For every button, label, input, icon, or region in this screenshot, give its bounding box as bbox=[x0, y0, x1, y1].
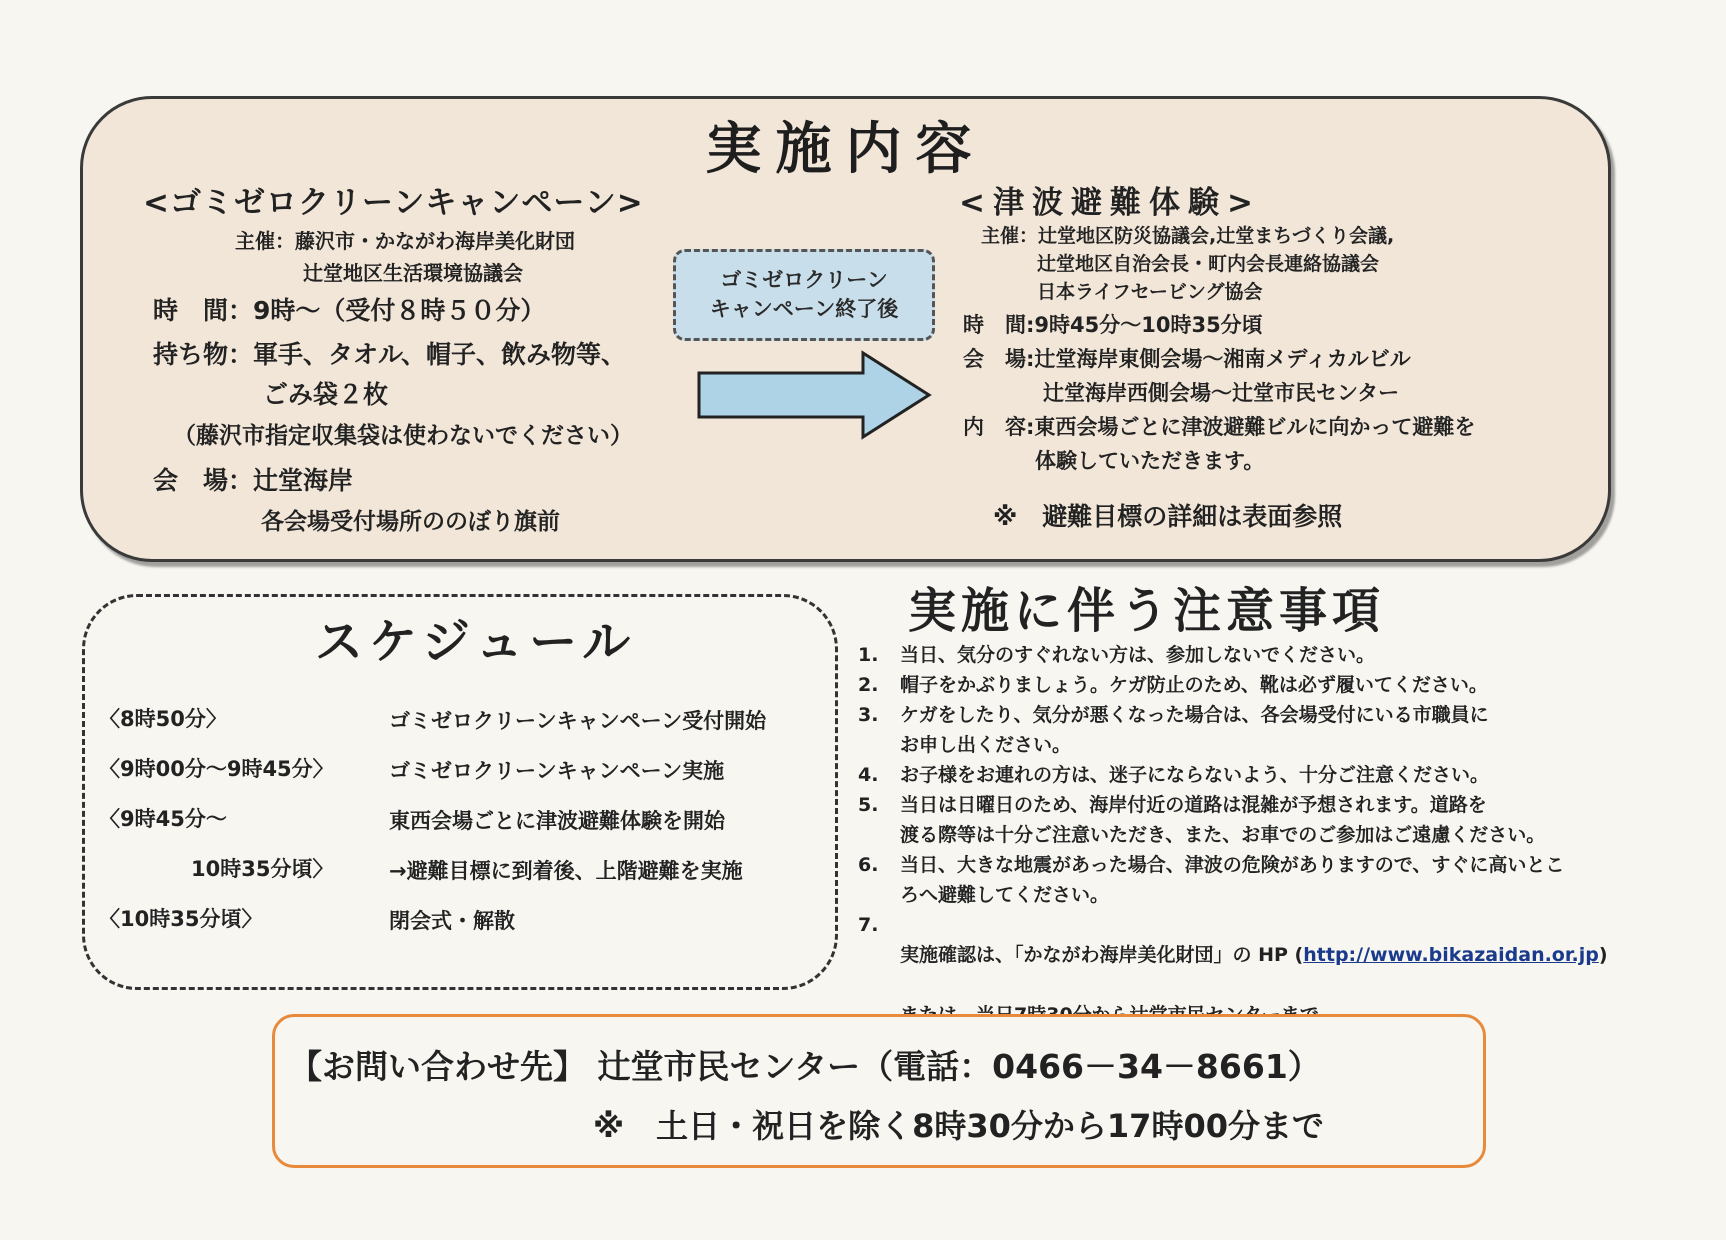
tsunami-time: 時 間:9時45分～10時35分頃 bbox=[963, 313, 1263, 337]
note-item bbox=[858, 760, 1638, 790]
campaign-venue-label: 会 場： bbox=[153, 466, 254, 495]
note-number: 3. bbox=[858, 704, 879, 726]
campaign-items-row bbox=[153, 335, 626, 371]
schedule-desc: 閉会式・解散 bbox=[389, 909, 515, 933]
campaign-venue-value: 辻堂海岸 bbox=[253, 466, 354, 495]
after-campaign-text: ゴミゼロクリーン キャンペーン終了後 bbox=[709, 267, 899, 321]
campaign-organizer-1: 主催：藤沢市・かながわ海岸美化財団 bbox=[235, 229, 575, 253]
schedule-desc: →避難目標に到着後、上階避難を実施 bbox=[389, 859, 743, 883]
after-campaign-box bbox=[673, 249, 935, 341]
tsunami-title: <津波避難体験> bbox=[959, 185, 1261, 221]
schedule-time: 〈9時45分～ bbox=[99, 807, 227, 831]
note-item bbox=[858, 640, 1638, 670]
campaign-organizer-2: 辻堂地区生活環境協議会 bbox=[303, 261, 523, 285]
schedule-time: 〈9時00分～9時45分〉 bbox=[99, 757, 334, 781]
note-number: 6. bbox=[858, 854, 879, 876]
schedule-title: スケジュール bbox=[315, 614, 637, 670]
note-text: お子様をお連れの方は、迷子にならないよう、十分ご注意ください。 bbox=[900, 764, 1490, 786]
note-number: 1. bbox=[858, 644, 879, 666]
contact-box bbox=[272, 1014, 1486, 1168]
tsunami-content-1: 内 容:東西会場ごとに津波避難ビルに向かって避難を bbox=[963, 415, 1476, 439]
note-item bbox=[858, 790, 1638, 850]
campaign-time-row bbox=[153, 291, 545, 327]
note-text: 帽子をかぶりましょう。ケガ防止のため、靴は必ず履いてください。 bbox=[900, 674, 1488, 696]
tsunami-organizer-2: 辻堂地区自治会長・町内会長連絡協議会 bbox=[1037, 253, 1380, 275]
right-arrow-icon bbox=[695, 349, 935, 441]
tsunami-venue-1: 会 場:辻堂海岸東側会場～湘南メディカルビル bbox=[963, 347, 1411, 371]
tsunami-organizer-3: 日本ライフセービング協会 bbox=[1037, 281, 1263, 303]
campaign-venue-value-2: 各会場受付場所ののぼり旗前 bbox=[261, 509, 560, 535]
tsunami-organizer-1: 主催：辻堂地区防災協議会,辻堂まちづくり会議, bbox=[981, 225, 1395, 247]
note-text: 当日、気分のすぐれない方は、参加しないでください。 bbox=[900, 644, 1376, 666]
schedule-desc: ゴミゼロクリーンキャンペーン受付開始 bbox=[389, 709, 767, 733]
schedule-box bbox=[82, 594, 838, 990]
note-text: 当日は日曜日のため、海岸付近の道路は混雑が予想されます。道路を 渡る際等は十分ご注意いただき、また、お車でのご参加はご遠慮ください。 bbox=[900, 794, 1546, 846]
note-item bbox=[858, 700, 1638, 760]
schedule-time: 〈8時50分〉 bbox=[99, 707, 227, 731]
note-text bbox=[900, 910, 1608, 1030]
campaign-time-value: 9時～（受付８時５０分） bbox=[253, 296, 546, 325]
event-content-panel bbox=[80, 96, 1611, 562]
campaign-time-label: 時 間： bbox=[153, 296, 254, 325]
schedule-time: 〈10時35分頃〉 bbox=[99, 907, 263, 931]
schedule-desc: ゴミゼロクリーンキャンペーン実施 bbox=[389, 759, 725, 783]
notes-list bbox=[858, 640, 1638, 1030]
schedule-desc: 東西会場ごとに津波避難体験を開始 bbox=[389, 809, 725, 833]
note-item bbox=[858, 850, 1638, 910]
campaign-items-value: 軍手、タオル、帽子、飲み物等、 bbox=[253, 340, 627, 369]
panel-title: 実施内容 bbox=[705, 116, 986, 182]
note-number: 7. bbox=[858, 914, 879, 936]
note-item bbox=[858, 910, 1638, 1030]
note-7-text: 実施確認は、「かながわ海岸美化財団」の HP ( bbox=[900, 944, 1304, 966]
campaign-items-label: 持ち物： bbox=[153, 340, 254, 369]
website-link[interactable]: http://www.bikazaidan.or.jp bbox=[1303, 944, 1599, 966]
notes-title: 実施に伴う注意事項 bbox=[908, 583, 1386, 639]
tsunami-venue-2: 辻堂海岸西側会場～辻堂市民センター bbox=[1043, 381, 1400, 405]
contact-hours: ※ 土日・祝日を除く8時30分から17時00分まで bbox=[593, 1107, 1324, 1145]
tsunami-content-2: 体験していただきます。 bbox=[1035, 449, 1265, 473]
campaign-items-value-2: ごみ袋２枚 bbox=[263, 380, 389, 409]
campaign-title: <ゴミゼロクリーンキャンペーン> bbox=[143, 185, 644, 221]
note-text: 当日、大きな地震があった場合、津波の危険がありますので、すぐに高いとこ ろへ避難してください。 bbox=[900, 854, 1565, 906]
note-item bbox=[858, 670, 1638, 700]
note-number: 2. bbox=[858, 674, 879, 696]
schedule-time: 10時35分頃〉 bbox=[191, 857, 334, 881]
note-7-close: ) bbox=[1598, 944, 1608, 966]
campaign-venue-row bbox=[153, 461, 353, 497]
contact-line-1: 【お問い合わせ先】 辻堂市民センター（電話：0466－34－8661） bbox=[289, 1047, 1321, 1086]
note-number: 4. bbox=[858, 764, 879, 786]
note-text: ケガをしたり、気分が悪くなった場合は、各会場受付にいる市職員に お申し出ください。 bbox=[900, 704, 1489, 756]
tsunami-note: ※ 避難目標の詳細は表面参照 bbox=[993, 502, 1343, 531]
note-number: 5. bbox=[858, 794, 879, 816]
campaign-bag-note: （藤沢市指定収集袋は使わないでください） bbox=[173, 423, 633, 449]
